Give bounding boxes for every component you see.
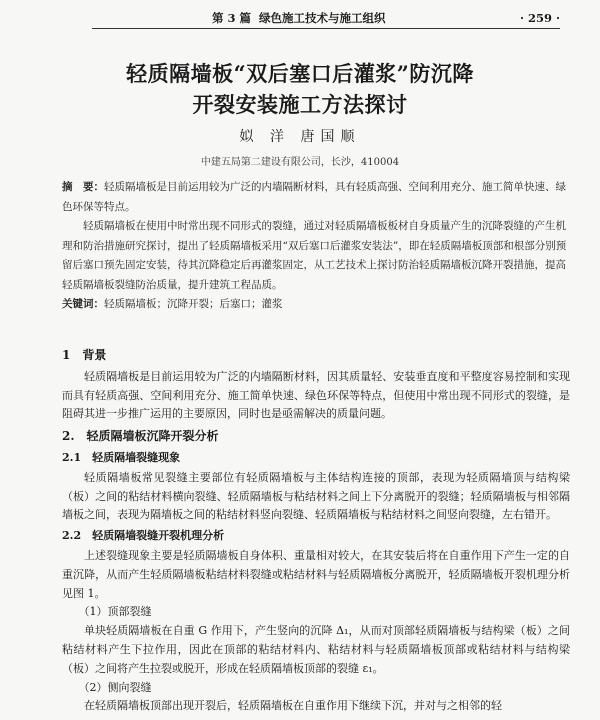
section-2-1-paragraph: 轻质隔墙板常见裂缝主要部位有轻质隔墙板与主体结构连接的顶部，表现为轻质隔墙顶与结构梁（板）之间的粘结材料横向裂缝、轻质隔墙板与粘结材料之间上下分离脱开的裂缝；轻质隔墙板与相邻隔墙板之间，表现为隔墙板之间的粘结材料竖向裂缝、轻质隔墙板与粘结材料之间竖向裂缝，左右错开。 — [62, 470, 570, 522]
item-1-paragraph: 单块轻质隔墙板在自重 G 作用下，产生竖向的沉降 Δ₁，从而对顶部轻质隔墙板与结构梁（板）之间粘结材料产生下拉作用，因此在顶部的粘结材料内、粘结材料与轻质隔墙板顶部或粘结材料与结构梁（板）之间将产生拉裂或脱开，形成在轻质隔墙板顶部的裂缝 ε₁。 — [62, 624, 570, 675]
keywords-text: 轻质隔墙板；沉降开裂；后塞口；灌浆 — [104, 298, 283, 310]
abstract-para1 — [62, 178, 570, 217]
item-2-heading: （2）侧向裂缝 — [78, 680, 152, 694]
section-1-paragraph: 轻质隔墙板是目前运用较为广泛的内墙隔断材料，因其质量轻、安装垂直度和平整度容易控制和实现而具有轻质高强、空间利用充分、施工简单快速、绿色环保等特点，但使用中常出现不同形式的裂缝，是阻碍其进一步推广运用的主要原因，同时也是亟需解决的质量问题。 — [62, 369, 570, 421]
running-header-chapter — [212, 10, 386, 26]
article-title — [0, 58, 600, 120]
article-body — [62, 343, 570, 716]
section-1-heading: 1 背景 — [62, 348, 107, 362]
section-2-2-paragraph: 上述裂缝现象主要是轻质隔墙板自身体积、重量相对较大，在其安装后将在自重作用下产生一定的自重沉降，从而产生轻质隔墙板粘结材料裂缝或粘结材料与轻质隔墙板分离脱开，轻质隔墙板开裂机理分析见图 1。 — [62, 548, 570, 600]
keywords-label: 关键词： — [62, 298, 104, 310]
abstract-para2: 轻质隔墙板在使用中时常出现不同形式的裂缝，通过对轻质隔墙板板材自身质量产生的沉降裂缝的产生机理和防治措施研究探讨，提出了轻质隔墙板采用“双后塞口后灌浆安装法”，即在轻质隔墙板顶部和根部分别预留后塞口预先固定安装，待其沉降稳定后再灌浆固定，从工艺技术上探讨防治轻质隔墙板沉降开裂措施，提高轻质隔墙板裂缝防治质量，提升建筑工程品质。 — [62, 220, 567, 291]
chapter-title: 绿色施工技术与施工组织 — [259, 11, 386, 25]
keywords-line — [62, 295, 570, 315]
page-number: · 259 · — [519, 11, 560, 25]
article-title-line2: 开裂安装施工方法探讨 — [192, 92, 408, 117]
chapter-label: 第 3 篇 — [212, 11, 252, 25]
section-2-2-heading: 2.2 轻质隔墙裂缝开裂机理分析 — [62, 529, 225, 543]
item-1-heading: （1）顶部裂缝 — [78, 605, 152, 619]
article-authors: 姒 洋 唐国顺 — [239, 129, 361, 145]
running-header — [92, 8, 560, 29]
abstract-block — [62, 178, 570, 315]
abstract-text1: 轻质隔墙板是目前运用较为广泛的内墙隔断材料，具有轻质高强、空间利用充分、施工简单快速、绿色环保等特点。 — [62, 181, 566, 213]
abstract-label: 摘 要： — [62, 181, 104, 193]
section-2-heading: 2. 轻质隔墙板沉降开裂分析 — [62, 429, 219, 444]
item-2-paragraph: 在轻质隔墙板顶部出现开裂后，轻质隔墙板在自重作用下继续下沉，并对与之相邻的轻 — [84, 699, 502, 713]
article-affiliation: 中建五局第二建设有限公司，长沙，410004 — [200, 157, 400, 168]
section-2-1-heading: 2.1 轻质隔墙裂缝现象 — [62, 450, 181, 464]
article-title-line1: 轻质隔墙板“双后塞口后灌浆”防沉降 — [126, 61, 474, 86]
